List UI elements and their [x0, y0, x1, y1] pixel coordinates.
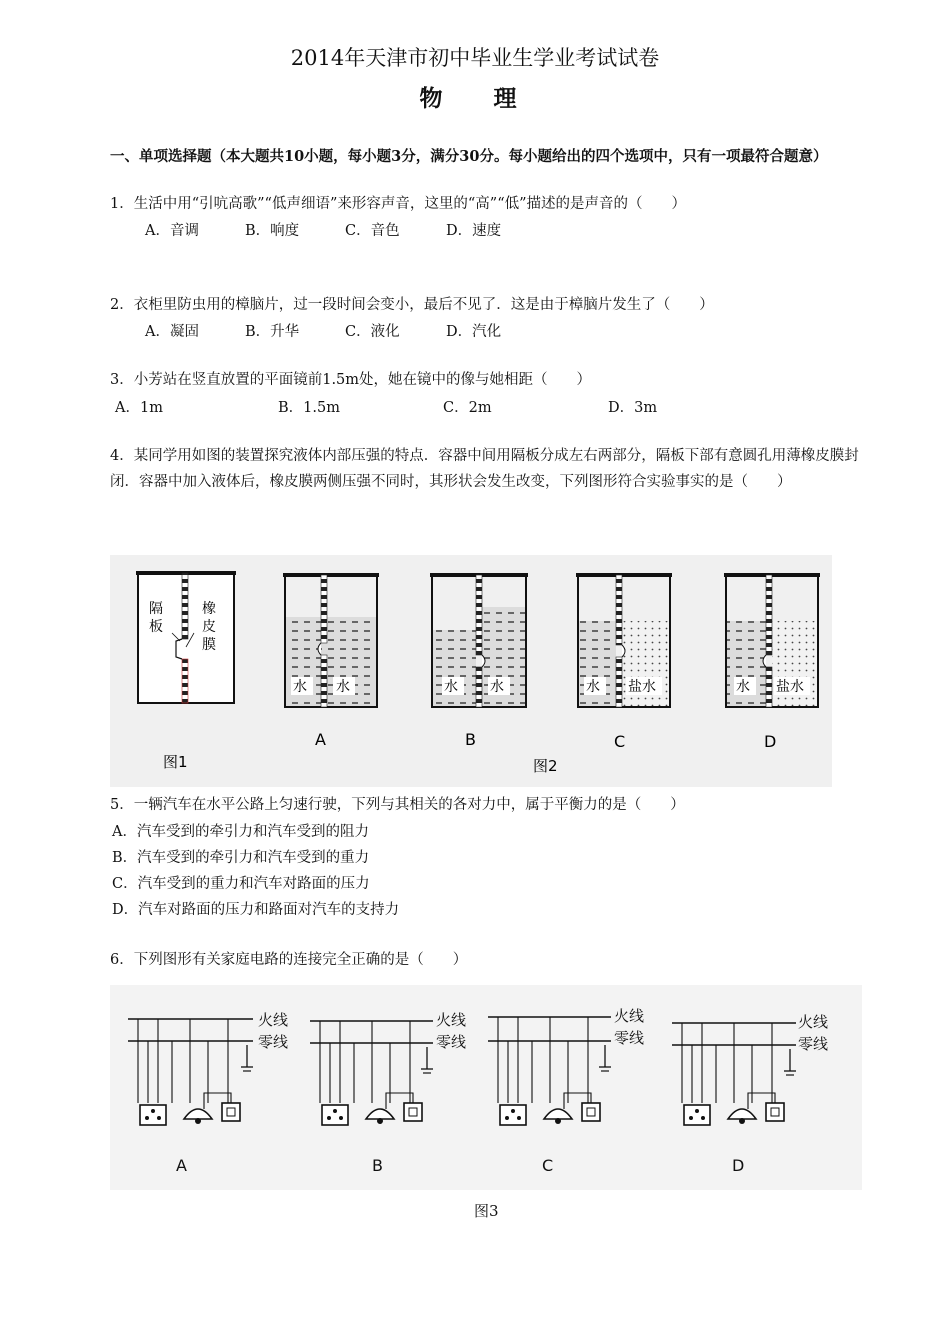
- panel-d-left-label: 水: [736, 679, 750, 695]
- question-4-stem: 4．某同学用如图的装置探究液体内部压强的特点．容器中间用隔板分成左右两部分，隔板下部有意圆孔用薄橡皮膜封闭．容器中加入液体后，橡皮膜两侧压强不同时，其形状会发生改变，下列图形符合实验事实的是（ ）: [110, 448, 859, 490]
- panel-c-right-label: 盐水: [628, 679, 656, 695]
- q5-option-b: B．汽车受到的牵引力和汽车受到的重力: [112, 850, 370, 866]
- panel-b-right-label: 水: [490, 679, 504, 695]
- circuit-b-socket-hole-2: [339, 1116, 343, 1120]
- circuit-d-socket-hole-1: [689, 1116, 693, 1120]
- fig1-label-membrane: 橡皮膜: [202, 601, 216, 653]
- fig1-label-partition: 隔板: [149, 601, 163, 635]
- circuit-d-letter: D: [732, 1156, 745, 1175]
- panel-a-right-label: 水: [336, 679, 350, 695]
- circuit-b-socket: [322, 1105, 348, 1125]
- panel-d-right-label: 盐水: [776, 679, 804, 695]
- q2-option-d: D．汽化: [446, 324, 502, 340]
- circuit-a-socket-hole-2: [157, 1116, 161, 1120]
- circuit-c-live-label: 火线: [614, 1007, 645, 1025]
- circuit-b-switch: [404, 1103, 422, 1121]
- question-6-stem: 6．下列图形有关家庭电路的连接完全正确的是（ ）: [110, 952, 468, 968]
- circuit-d-socket-hole-3: [695, 1109, 699, 1113]
- circuit-a-socket-hole-1: [145, 1116, 149, 1120]
- panel-c-left-label: 水: [586, 679, 600, 695]
- question-2-stem: 2．衣柜里防虫用的樟脑片，过一段时间会变小，最后不见了．这是由于樟脑片发生了（ ）: [110, 297, 714, 313]
- circuit-a-neutral-label: 零线: [258, 1033, 289, 1051]
- question-5-stem: 5．一辆汽车在水平公路上匀速行驶，下列与其相关的各对力中，属于平衡力的是（ ）: [110, 797, 685, 813]
- q3-option-c: C．2m: [443, 400, 492, 416]
- circuit-c-letter: C: [542, 1156, 554, 1175]
- figure-3-caption: 图3: [474, 1202, 499, 1220]
- circuit-a-switch: [222, 1103, 240, 1121]
- panel-d-letter: D: [764, 732, 777, 751]
- circuit-c-neutral-label: 零线: [614, 1029, 645, 1047]
- q1-option-c: C．音色: [345, 223, 400, 239]
- circuit-c-socket: [500, 1105, 526, 1125]
- circuit-d-neutral-label: 零线: [798, 1035, 829, 1053]
- circuit-b-socket-hole-1: [327, 1116, 331, 1120]
- circuit-b-socket-hole-3: [333, 1109, 337, 1113]
- circuit-c-socket-hole-3: [511, 1109, 515, 1113]
- panel-a-letter: A: [315, 730, 326, 749]
- subject-title: 物 理: [419, 85, 531, 112]
- q2-option-c: C．液化: [345, 324, 400, 340]
- circuit-d-switch: [766, 1103, 784, 1121]
- figure-household-circuits: [110, 985, 862, 1190]
- circuit-d-socket: [684, 1105, 710, 1125]
- exam-title: 2014年天津市初中毕业生学业考试试卷: [290, 46, 660, 70]
- circuit-b-letter: B: [372, 1156, 383, 1175]
- question-1-stem: 1．生活中用“引吭高歌”“低声细语”来形容声音，这里的“高”“低”描述的是声音的（ ）: [110, 196, 687, 212]
- circuit-b-live-label: 火线: [436, 1011, 467, 1029]
- q1-option-d: D．速度: [446, 223, 502, 239]
- panel-b-letter: B: [465, 730, 476, 749]
- q1-option-a: A．音调: [145, 223, 199, 239]
- panel-b-left-label: 水: [444, 679, 458, 695]
- circuit-a-socket-hole-3: [151, 1109, 155, 1113]
- fig1-container: [136, 573, 236, 703]
- q5-option-a: A．汽车受到的牵引力和汽车受到的阻力: [112, 824, 369, 840]
- q5-option-d: D．汽车对路面的压力和路面对汽车的支持力: [112, 902, 400, 918]
- q1-option-b: B．响度: [245, 223, 300, 239]
- panel-a-left-label: 水: [293, 679, 307, 695]
- circuit-d-lamp-bulb: [739, 1118, 745, 1124]
- circuit-a-lamp-bulb: [195, 1118, 201, 1124]
- circuit-a-live-label: 火线: [258, 1011, 289, 1029]
- circuit-c-socket-hole-1: [505, 1116, 509, 1120]
- circuit-c-switch: [582, 1103, 600, 1121]
- q3-option-b: B．1.5m: [278, 400, 340, 416]
- q5-option-c: C．汽车受到的重力和汽车对路面的压力: [112, 876, 370, 892]
- question-3-stem: 3．小芳站在竖直放置的平面镜前1.5m处，她在镜中的像与她相距（ ）: [110, 372, 592, 388]
- q3-option-d: D．3m: [608, 400, 658, 416]
- circuit-a-socket: [140, 1105, 166, 1125]
- circuit-d-live-label: 火线: [798, 1013, 829, 1031]
- q2-option-a: A．凝固: [145, 324, 199, 340]
- figure-pressure-containers: [110, 555, 832, 787]
- circuit-b-lamp-bulb: [377, 1118, 383, 1124]
- figure-1-caption: 图1: [163, 753, 188, 771]
- circuit-c-lamp-bulb: [555, 1118, 561, 1124]
- panel-c-letter: C: [614, 732, 626, 751]
- circuit-c-socket-hole-2: [517, 1116, 521, 1120]
- q3-option-a: A．1m: [115, 400, 163, 416]
- figure-2-caption: 图2: [533, 757, 558, 775]
- circuit-d-socket-hole-2: [701, 1116, 705, 1120]
- q2-option-b: B．升华: [245, 324, 300, 340]
- circuit-b-neutral-label: 零线: [436, 1033, 467, 1051]
- section-heading: 一、单项选择题（本大题共10小题，每小题3分，满分30分。每小题给出的四个选项中，只有一项最符合题意）: [110, 148, 828, 165]
- circuit-a-letter: A: [176, 1156, 187, 1175]
